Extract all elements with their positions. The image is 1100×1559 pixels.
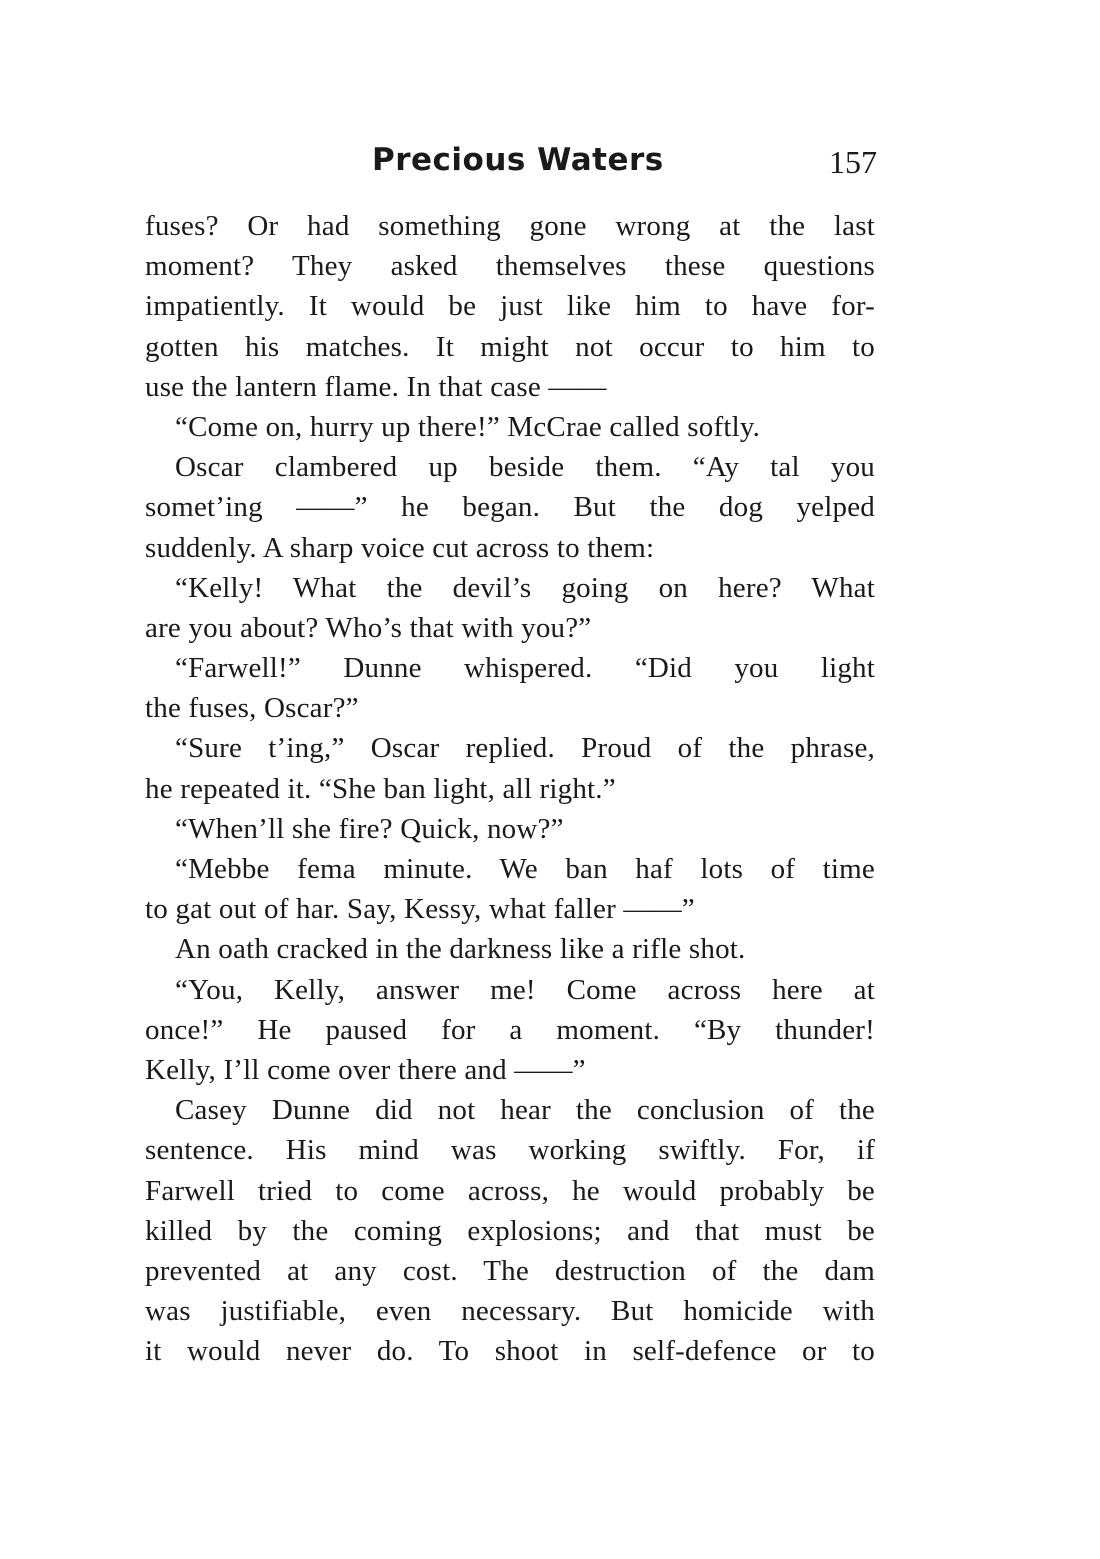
- text-line: moment? They asked themselves these questions: [145, 250, 875, 283]
- running-title: Precious Waters: [372, 142, 664, 178]
- text-line: Casey Dunne did not hear the conclusion of the: [175, 1094, 875, 1127]
- text-line: suddenly. A sharp voice cut across to them:: [145, 531, 655, 564]
- text-line: “When’ll she fire? Quick, now?”: [175, 812, 564, 845]
- page-number: 157: [829, 144, 877, 180]
- text-line: are you about? Who’s that with you?”: [145, 611, 592, 644]
- text-line: Farwell tried to come across, he would probably be: [145, 1174, 875, 1207]
- text-line: somet’ing ——” he began. But the dog yelped: [145, 491, 875, 524]
- text-line: Oscar clambered up beside them. “Ay tal you: [175, 451, 875, 484]
- text-line: to gat out of har. Say, Kessy, what faller ——”: [145, 893, 695, 926]
- text-line: impatiently. It would be just like him to have for-: [145, 290, 875, 323]
- text-line: gotten his matches. It might not occur to him to: [145, 330, 875, 363]
- text-line: Kelly, I’ll come over there and ——”: [145, 1053, 586, 1086]
- text-line: “You, Kelly, answer me! Come across here at: [175, 973, 875, 1006]
- body-text: [145, 206, 875, 1371]
- text-line: “Kelly! What the devil’s going on here? What: [175, 571, 875, 604]
- text-line: once!” He paused for a moment. “By thunder!: [145, 1013, 875, 1046]
- text-line: “Farwell!” Dunne whispered. “Did you light: [175, 652, 875, 685]
- text-line: “Sure t’ing,” Oscar replied. Proud of the phrase,: [175, 732, 875, 765]
- text-line: “Come on, hurry up there!” McCrae called softly.: [175, 410, 761, 443]
- text-line: the fuses, Oscar?”: [145, 692, 359, 725]
- text-line: it would never do. To shoot in self-defence or to: [145, 1335, 875, 1368]
- text-line: he repeated it. “She ban light, all right.”: [145, 772, 616, 805]
- running-header: [145, 142, 877, 186]
- text-line: sentence. His mind was working swiftly. For, if: [145, 1134, 875, 1167]
- text-line: was justifiable, even necessary. But homicide with: [145, 1295, 875, 1328]
- text-line: fuses? Or had something gone wrong at the last: [145, 210, 875, 242]
- text-line: killed by the coming explosions; and that must be: [145, 1214, 875, 1247]
- text-line: use the lantern flame. In that case ——: [145, 370, 607, 403]
- text-line: An oath cracked in the darkness like a rifle shot.: [175, 933, 746, 966]
- text-line: “Mebbe fema minute. We ban haf lots of time: [175, 853, 875, 885]
- text-line: prevented at any cost. The destruction of the dam: [145, 1254, 875, 1287]
